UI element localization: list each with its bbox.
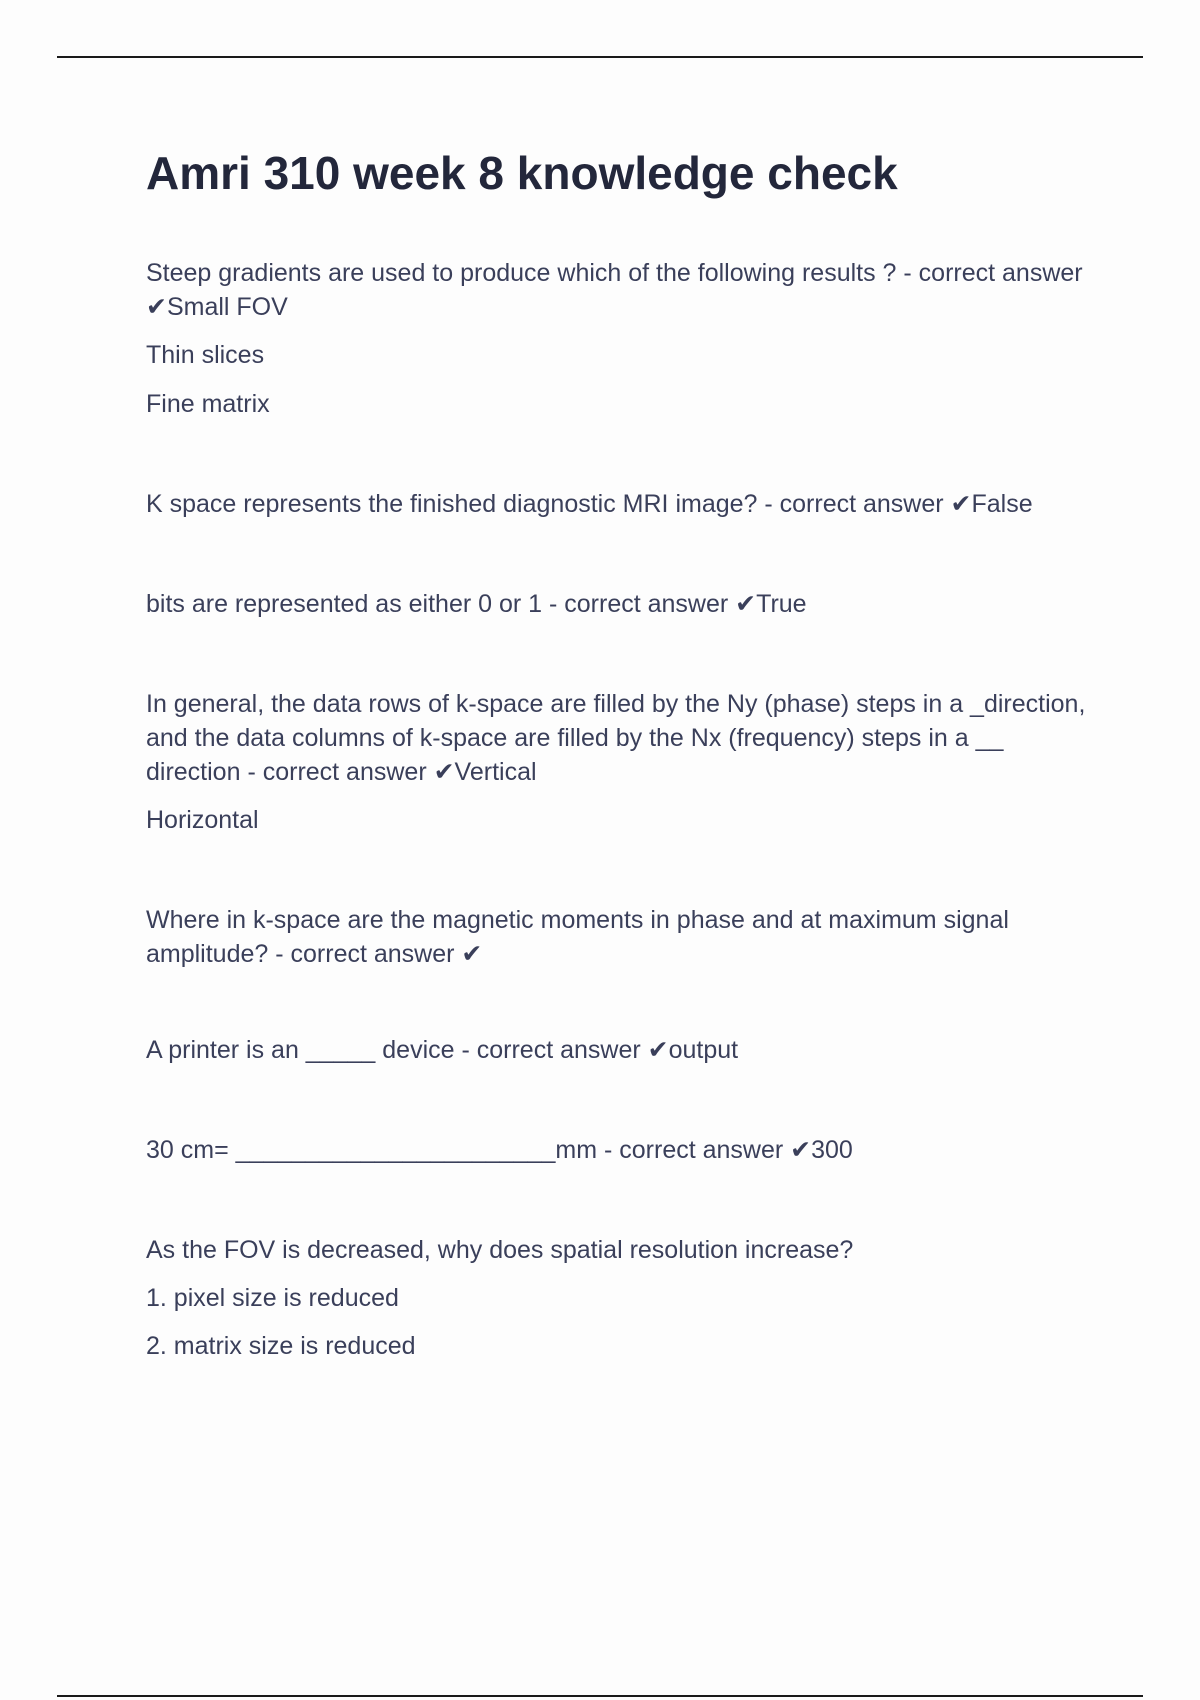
question-fov-resolution: As the FOV is decreased, why does spatial resolution increase?	[146, 1236, 854, 1264]
document-body	[146, 140, 1096, 1363]
question-k-space-rows: In general, the data rows of k-space are filled by the Ny (phase) steps in a _direction, and the data columns of k-space are filled by the Nx (frequency) steps in a __ direction - correct answer ✔Vertical	[146, 690, 1086, 786]
answer-horizontal: Horizontal	[146, 806, 259, 834]
question-cm-to-mm: 30 cm= _______________________mm - correct answer ✔300	[146, 1136, 853, 1164]
answer-fine-matrix: Fine matrix	[146, 390, 270, 418]
question-k-space-image: K space represents the finished diagnostic MRI image? - correct answer ✔False	[146, 490, 1033, 518]
question-printer: A printer is an _____ device - correct answer ✔output	[146, 1036, 739, 1064]
question-magnetic-moments: Where in k-space are the magnetic moments in phase and at maximum signal amplitude? - correct answer ✔	[146, 906, 1009, 968]
answer-matrix-size: 2. matrix size is reduced	[146, 1332, 416, 1360]
answer-thin-slices: Thin slices	[146, 341, 265, 369]
answer-pixel-size: 1. pixel size is reduced	[146, 1284, 399, 1312]
top-divider	[57, 56, 1143, 58]
bottom-divider	[57, 1695, 1143, 1697]
question-bits: bits are represented as either 0 or 1 - correct answer ✔True	[146, 590, 807, 618]
question-steep-gradients: Steep gradients are used to produce which of the following results ? - correct answer ✔Small FOV	[146, 259, 1083, 321]
document-title: Amri 310 week 8 knowledge check	[146, 147, 898, 199]
